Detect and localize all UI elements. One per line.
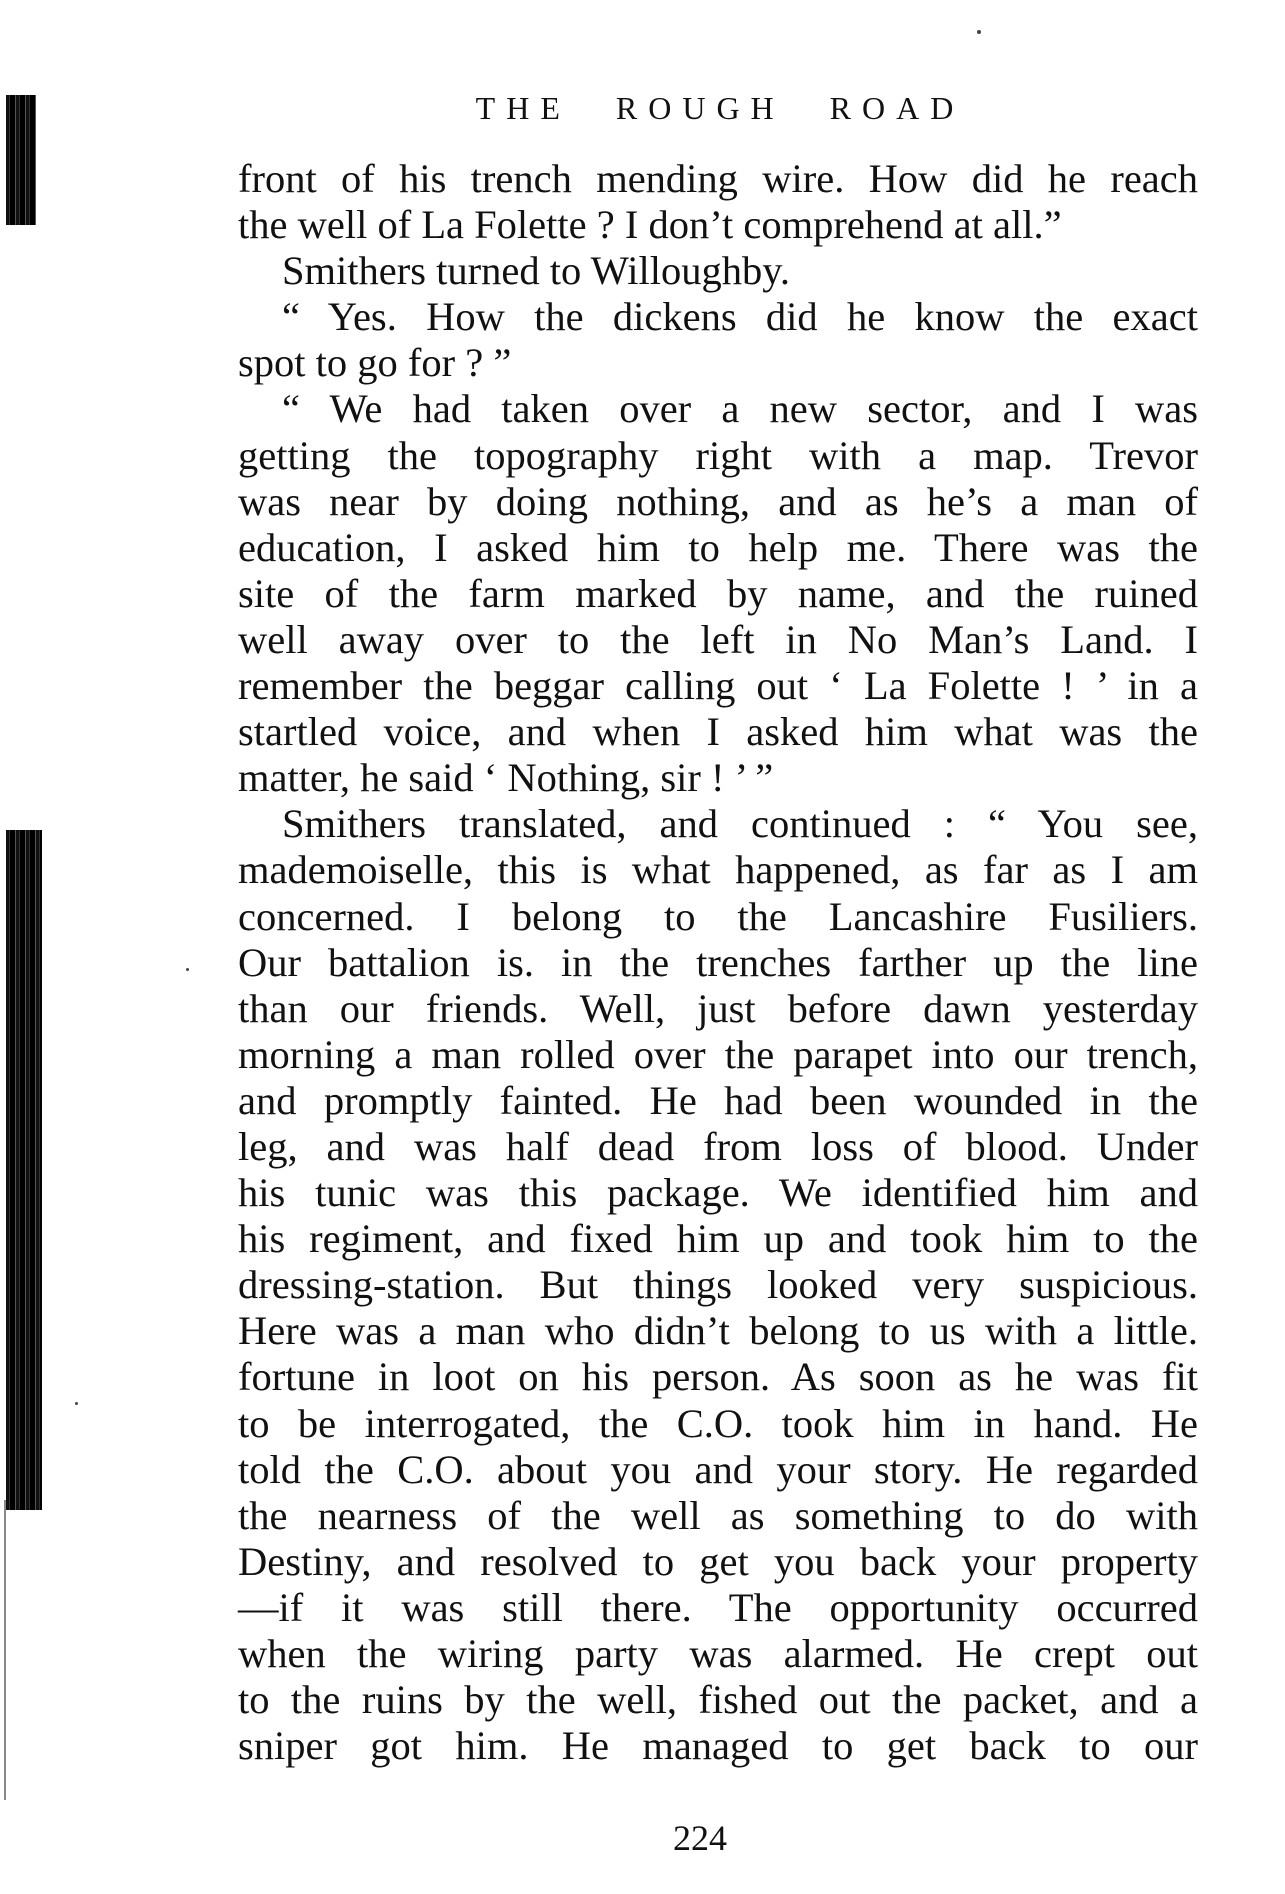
text-line: fortune in loot on his person. As soon as he was fit [238,1354,1198,1400]
page-number: 224 [673,1818,727,1858]
text-line: front of his trench mending wire. How did he reach [238,156,1198,201]
text-line: when the wiring party was alarmed. He crept out [238,1631,1198,1676]
text-line: concerned. I belong to the Lancashire Fusiliers. [238,893,1198,939]
running-head: THE ROUGH ROAD [475,90,965,126]
text-line: told the C.O. about you and your story. He regarded [238,1446,1198,1492]
scan-edge-shadow-middle [6,830,42,1510]
text-line: Smithers translated, and continued : “ You see, [282,801,1198,847]
body-text [238,156,1198,1769]
scan-speck [977,30,981,34]
text-line: getting the topography right with a map. Trevor [238,432,1198,478]
text-line: startled voice, and when I asked him what was the [238,709,1198,755]
scan-speck [186,968,189,971]
text-line: Smithers turned to Willoughby. [282,248,790,294]
scan-edge-shadow-top [6,95,36,225]
text-line: was near by doing nothing, and as he’s a man of [238,478,1198,524]
text-line: matter, he said ‘ Nothing, sir ! ’ ” [238,755,774,801]
text-line: to the ruins by the well, fished out the packet, and a [238,1677,1198,1723]
text-line: the nearness of the well as something to do with [238,1492,1198,1538]
text-line: “ Yes. How the dickens did he know the exact [282,294,1198,340]
text-line: Destiny, and resolved to get you back your property [238,1538,1198,1584]
text-line: —if it was still there. The opportunity occurred [238,1584,1198,1630]
text-line: his regiment, and fixed him up and took him to the [238,1216,1198,1262]
text-line: “ We had taken over a new sector, and I was [282,386,1198,432]
text-line: to be interrogated, the C.O. took him in hand. He [238,1400,1198,1446]
text-line: spot to go for ? ” [238,340,512,386]
text-line: dressing-station. But things looked very suspicious. [238,1262,1198,1308]
text-line: mademoiselle, this is what happened, as far as I am [238,847,1198,893]
text-line: sniper got him. He managed to get back to our [238,1723,1198,1769]
text-line: morning a man rolled over the parapet into our trench, [238,1031,1198,1077]
text-line: than our friends. Well, just before dawn yesterday [238,985,1198,1031]
text-line: the well of La Folette ? I don’t comprehend at all.” [238,202,1062,248]
text-line: education, I asked him to help me. There was the [238,524,1198,570]
text-line: Here was a man who didn’t belong to us with a little. [238,1308,1198,1354]
text-line: remember the beggar calling out ‘ La Folette ! ’ in a [238,663,1198,709]
text-line: Our battalion is. in the trenches farther up the line [238,939,1198,985]
scan-speck [75,1402,78,1405]
scan-edge-line [4,1500,6,1800]
text-line: his tunic was this package. We identified him and [238,1170,1198,1216]
text-line: leg, and was half dead from loss of blood. Under [238,1123,1198,1169]
text-line: and promptly fainted. He had been wounded in the [238,1077,1198,1123]
text-line: well away over to the left in No Man’s Land. I [238,616,1198,662]
text-line: site of the farm marked by name, and the ruined [238,570,1198,616]
